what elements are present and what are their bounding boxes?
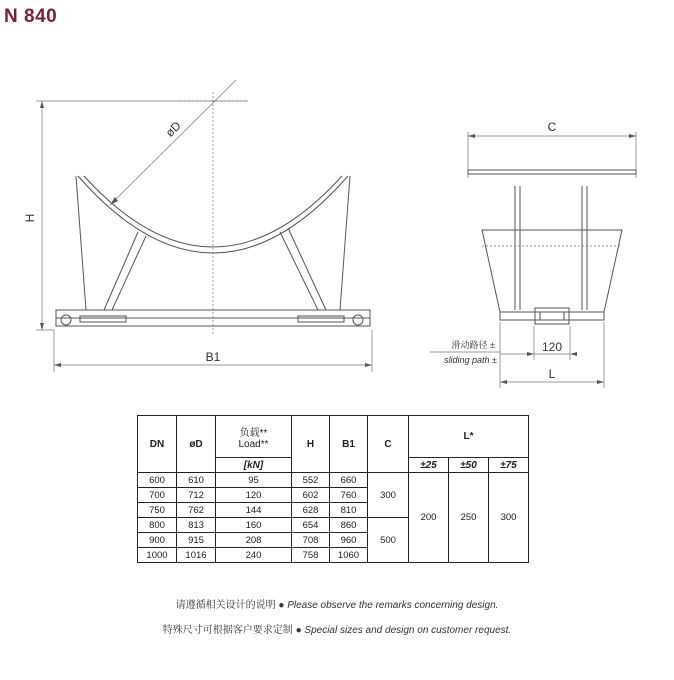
cell-od: 762: [177, 503, 216, 518]
cell-od: 813: [177, 518, 216, 533]
cell-h: 602: [292, 488, 330, 503]
label-c: C: [547, 120, 557, 134]
cell-h: 654: [292, 518, 330, 533]
cell-load: 160: [216, 518, 292, 533]
cell-load: 240: [216, 548, 292, 563]
cell-b1: 1060: [330, 548, 368, 563]
front-view: [23, 80, 372, 372]
side-view: [430, 120, 636, 388]
header-l-75: ±75: [489, 458, 529, 473]
label-120: 120: [541, 340, 563, 354]
cell-od: 915: [177, 533, 216, 548]
cell-l-75: 300: [489, 473, 529, 563]
header-dn: DN: [138, 416, 177, 473]
header-c: C: [368, 416, 409, 473]
cell-c-300: 300: [368, 473, 409, 518]
header-load-cn: 负载**: [239, 427, 268, 439]
cell-load: 95: [216, 473, 292, 488]
cell-dn: 600: [138, 473, 177, 488]
cell-b1: 760: [330, 488, 368, 503]
cell-od: 1016: [177, 548, 216, 563]
header-l-50: ±50: [449, 458, 489, 473]
cell-l-50: 250: [449, 473, 489, 563]
cell-h: 628: [292, 503, 330, 518]
note-special-cn: 特殊尺寸可根据客户要求定制 ●: [162, 625, 305, 636]
cell-dn: 800: [138, 518, 177, 533]
cell-l-25: 200: [409, 473, 449, 563]
label-sliding-en: sliding path ±: [444, 355, 497, 365]
unit-load: [kN]: [216, 458, 292, 473]
cell-h: 758: [292, 548, 330, 563]
header-load-en: Load**: [238, 438, 269, 450]
cell-h: 552: [292, 473, 330, 488]
cell-load: 144: [216, 503, 292, 518]
cell-dn: 700: [138, 488, 177, 503]
header-h: H: [292, 416, 330, 473]
header-l: L*: [409, 416, 529, 458]
note-design-cn: 请遵循相关设计的说明 ●: [175, 600, 288, 611]
header-b1: B1: [330, 416, 368, 473]
cell-b1: 810: [330, 503, 368, 518]
header-l-25: ±25: [409, 458, 449, 473]
table-row: [138, 473, 529, 488]
cell-b1: 660: [330, 473, 368, 488]
note-special-en: Special sizes and design on customer request.: [304, 625, 512, 636]
note-design: [0, 596, 674, 611]
cell-od: 610: [177, 473, 216, 488]
cell-c-500: 500: [368, 518, 409, 563]
cell-load: 120: [216, 488, 292, 503]
cell-b1: 960: [330, 533, 368, 548]
cell-b1: 860: [330, 518, 368, 533]
cell-load: 208: [216, 533, 292, 548]
cell-dn: 900: [138, 533, 177, 548]
header-od: øD: [177, 416, 216, 473]
product-title: N 840: [4, 6, 58, 27]
label-sliding-cn: 滑动路径 ±: [451, 340, 495, 350]
label-h: H: [23, 213, 37, 223]
label-l: L: [548, 367, 556, 381]
cell-dn: 750: [138, 503, 177, 518]
header-load: [216, 416, 292, 458]
cell-h: 708: [292, 533, 330, 548]
cell-od: 712: [177, 488, 216, 503]
note-design-en: Please observe the remarks concerning design.: [287, 600, 499, 611]
cell-dn: 1000: [138, 548, 177, 563]
note-special: [0, 621, 674, 636]
spec-table: [137, 415, 529, 563]
label-od: øD: [162, 118, 184, 140]
label-b1: B1: [205, 350, 221, 364]
